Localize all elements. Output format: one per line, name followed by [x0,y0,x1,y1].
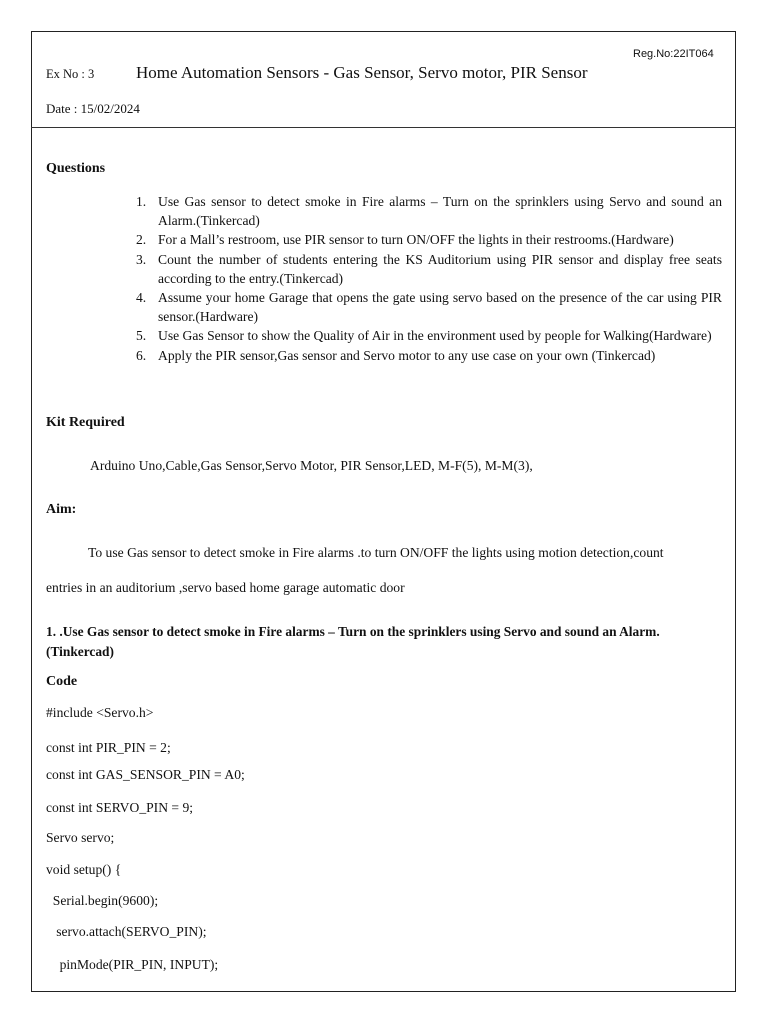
aim-heading: Aim: [46,502,77,517]
document-title: Home Automation Sensors - Gas Sensor, Servo motor, PIR Sensor [136,63,588,82]
question-text: Count the number of students entering the KS Auditorium using PIR sensor and display free seats according to the entry.(Tinkercad) [158,251,722,286]
code-line: const int PIR_PIN = 2; [46,740,171,755]
kit-heading: Kit Required [46,415,125,430]
questions-list [136,192,722,365]
question-item [136,250,722,288]
question-item [136,192,722,230]
aim-text-line2: entries in an auditorium ,servo based home garage automatic door [46,580,405,595]
code-line: const int GAS_SENSOR_PIN = A0; [46,767,245,782]
aim-text-line1: To use Gas sensor to detect smoke in Fire alarms .to turn ON/OFF the lights using motion detection,count [88,545,664,560]
question-item [136,346,722,365]
code-heading: Code [46,674,78,689]
code-line: Serial.begin(9600); [46,893,159,908]
question-item [136,230,722,249]
question-number: 1. [136,194,147,209]
code-line: pinMode(PIR_PIN, INPUT); [46,957,219,972]
code-line: servo.attach(SERVO_PIN); [46,924,207,939]
code-line: Servo servo; [46,830,115,845]
document-date: Date : 15/02/2024 [46,101,140,116]
question-item [136,288,722,326]
task1-heading-line2: (Tinkercad) [46,644,114,659]
reg-number: Reg.No:22IT064 [633,48,714,60]
question-item [136,326,722,345]
question-number: 5. [136,328,147,344]
questions-heading: Questions [46,161,106,176]
code-line: void setup() { [46,862,122,877]
question-number: 6. [136,347,147,363]
exercise-number: Ex No : 3 [46,67,95,81]
question-number: 2. [136,232,147,248]
kit-text: Arduino Uno,Cable,Gas Sensor,Servo Motor, PIR Sensor,LED, M-F(5), M-M(3), [90,458,533,473]
code-line: #include <Servo.h> [46,705,154,720]
code-line: const int SERVO_PIN = 9; [46,800,194,815]
header-divider [31,127,736,128]
question-text: Assume your home Garage that opens the gate using servo based on the presence of the car using PIR sensor.(Hardware) [158,290,722,325]
task1-heading-line1: 1. .Use Gas sensor to detect smoke in Fire alarms – Turn on the sprinklers using Servo and sound an Alarm. [46,624,660,639]
question-text: For a Mall’s restroom, use PIR sensor to turn ON/OFF the lights in their restrooms.(Hardware) [158,232,674,248]
question-number: 4. [136,290,147,306]
page-border [31,31,736,992]
question-text: Use Gas sensor to detect smoke in Fire alarms – Turn on the sprinklers using Servo and sound an Alarm.(Tinkercad) [158,194,722,229]
question-number: 3. [136,251,147,267]
question-text: Apply the PIR sensor,Gas sensor and Servo motor to any use case on your own (Tinkercad) [158,347,656,363]
question-text: Use Gas Sensor to show the Quality of Air in the environment used by people for Walking(Hardware) [158,328,712,344]
